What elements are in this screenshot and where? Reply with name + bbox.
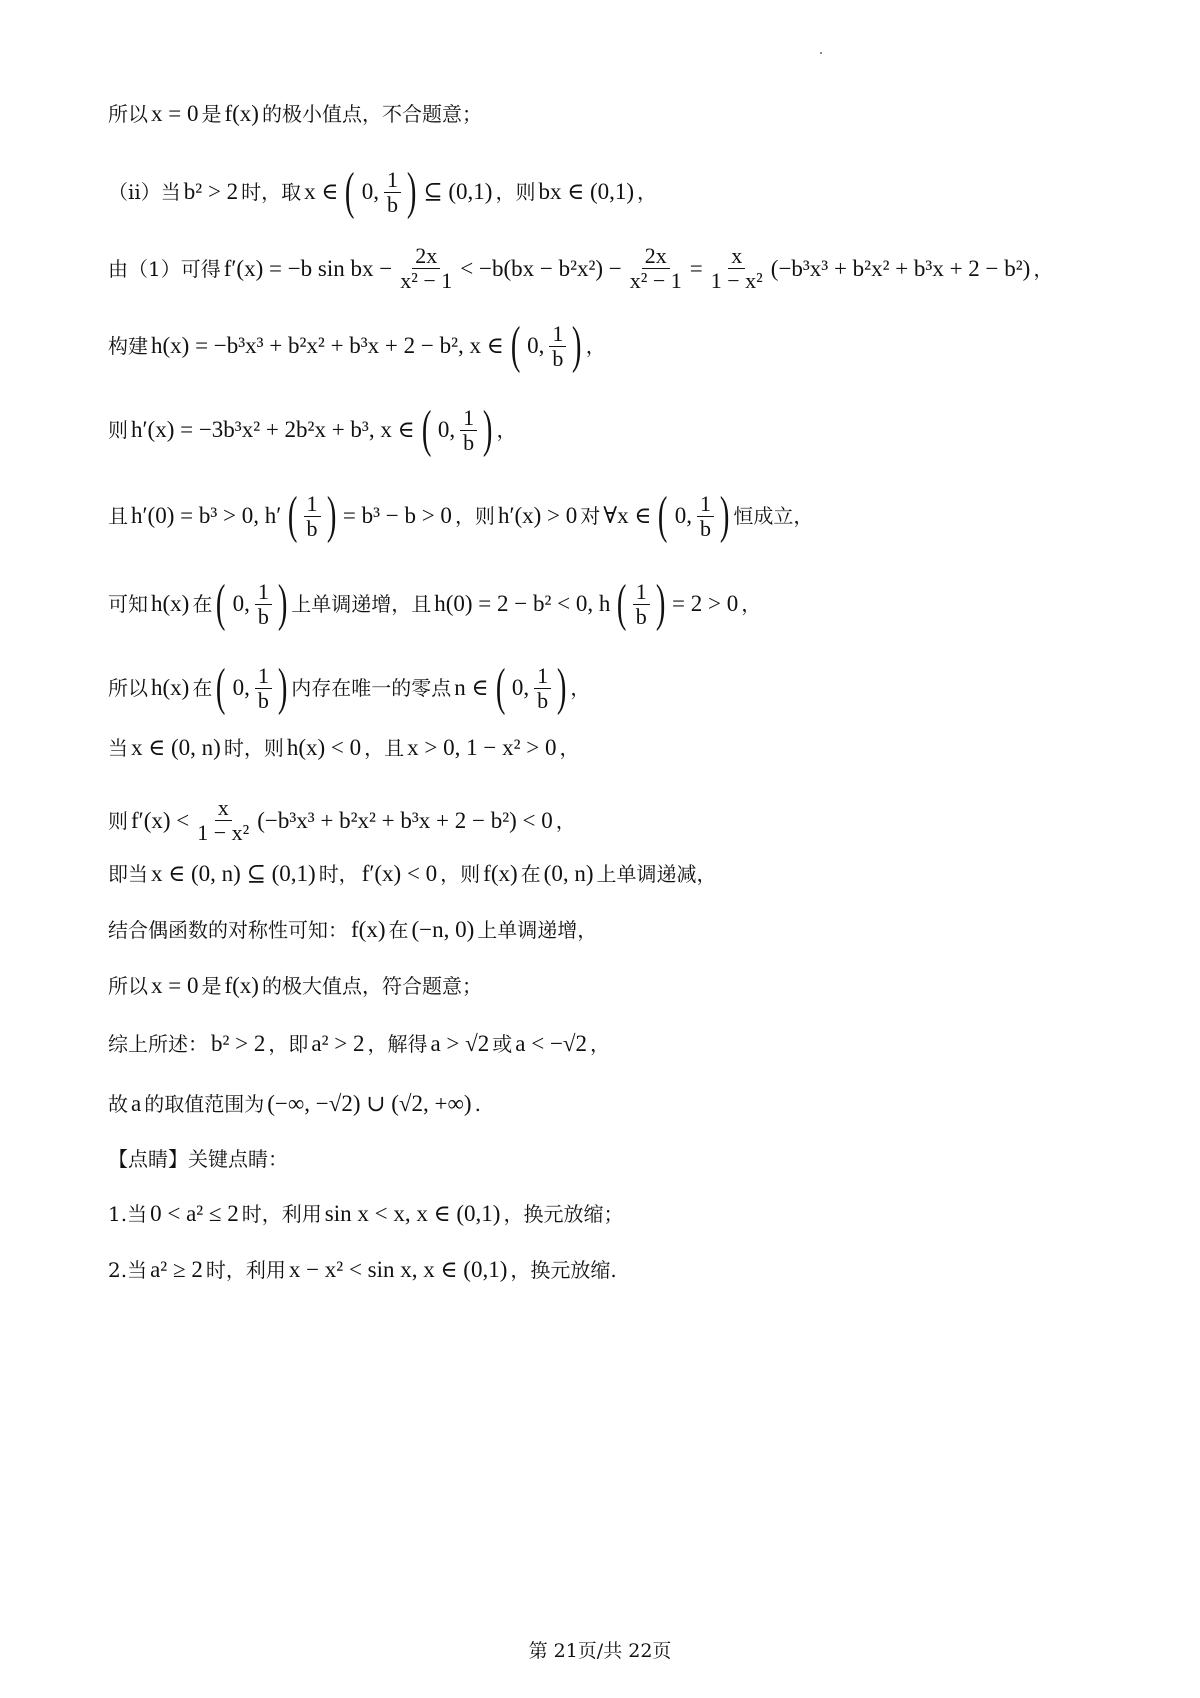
math: x ∈: [304, 179, 339, 204]
numerator: 1: [633, 580, 650, 605]
math: x ∈ (0, n) ⊆ (0,1): [151, 861, 316, 886]
denominator: b: [537, 687, 549, 713]
text: 2.当: [108, 1258, 148, 1282]
left-paren: (: [345, 163, 355, 220]
text: 即当: [108, 862, 148, 886]
text: 上单调递增，且: [291, 592, 432, 616]
numerator: 1: [460, 406, 477, 431]
math: ⊆ (0,1): [423, 179, 493, 204]
numerator: 1: [697, 492, 714, 517]
text: 可知: [108, 592, 148, 616]
text: 在: [192, 676, 213, 700]
text: 对: [580, 504, 601, 528]
text: ，: [637, 180, 658, 204]
text: 综上所述：: [108, 1032, 208, 1056]
left-paren: (: [617, 575, 627, 632]
numerator: 2x: [642, 244, 670, 269]
text-line-8: [108, 659, 591, 716]
fraction: [255, 664, 272, 713]
numerator: x: [728, 244, 745, 269]
math: 0,: [674, 503, 692, 528]
left-paren: (: [288, 487, 298, 544]
math: h(x) < 0: [286, 735, 362, 760]
left-paren: (: [216, 659, 226, 716]
left-paren: (: [510, 317, 521, 374]
left-paren: (: [658, 487, 668, 544]
text-line-5: [108, 401, 517, 458]
numerator: 1: [534, 664, 551, 689]
math: f(x): [224, 973, 259, 998]
math: h(x): [151, 591, 190, 616]
text: 时，: [318, 862, 359, 886]
math: x ∈ (0, n): [131, 735, 221, 760]
text-line-6: [108, 487, 814, 544]
text: ，: [585, 334, 606, 358]
text-line-1: [108, 100, 482, 128]
numerator: 1: [549, 322, 566, 347]
math: (−∞, −√2) ∪ (√2, +∞): [267, 1091, 472, 1116]
denominator: x² − 1: [629, 268, 682, 293]
math: f′(x) < 0: [361, 861, 438, 886]
text: ，解得: [367, 1032, 428, 1056]
text: 时，利用: [241, 1202, 322, 1226]
text: 内存在唯一的零点: [291, 676, 452, 700]
fraction: [304, 492, 321, 541]
text: ，换元放缩.: [510, 1258, 617, 1282]
right-paren: ): [572, 317, 582, 374]
math: f′(x) <: [131, 807, 190, 833]
text-line-11: [108, 860, 716, 888]
fraction: [633, 580, 650, 629]
text-line-15: [108, 1090, 481, 1118]
fraction: [460, 406, 477, 455]
text: ，换元放缩；: [503, 1202, 624, 1226]
text: 是: [201, 974, 222, 998]
numerator: 1: [255, 664, 272, 689]
text: 的极小值点，不合题意；: [261, 102, 482, 126]
numerator: 1: [384, 168, 401, 193]
numerator: 1: [255, 580, 272, 605]
text: 恒成立，: [733, 504, 814, 528]
math: n ∈: [454, 675, 489, 700]
denominator: b: [306, 515, 318, 541]
text: 的极大值点，符合题意；: [261, 974, 482, 998]
right-paren: ): [483, 401, 493, 458]
left-paren: (: [421, 401, 432, 458]
text: ，则: [495, 180, 536, 204]
text: （ii）当: [108, 180, 181, 204]
text: ，: [590, 1032, 611, 1056]
math: f(x): [483, 861, 518, 886]
fraction: [549, 322, 566, 371]
math: f(x): [351, 917, 386, 942]
text-line-2: [108, 163, 658, 220]
math: sin x < x, x ∈ (0,1): [324, 1201, 501, 1226]
right-paren: ): [326, 487, 336, 544]
text: 上单调递减，: [596, 862, 717, 886]
denominator: b: [257, 687, 269, 713]
right-paren: ): [277, 575, 288, 632]
text: 故: [108, 1092, 128, 1116]
page-footer: 第 21页/共 22页: [528, 1640, 672, 1662]
text: 的取值范围为: [144, 1092, 265, 1116]
fraction: [384, 168, 401, 217]
denominator: b: [635, 603, 647, 629]
heading: 【点睛】关键点睛：: [108, 1147, 288, 1171]
math: b² > 2: [183, 179, 239, 204]
text: ，则: [454, 504, 495, 528]
text: 上单调递增，: [477, 918, 598, 942]
text: ，则: [440, 862, 481, 886]
math: x − x² < sin x, x ∈ (0,1): [288, 1257, 508, 1282]
math: =: [689, 255, 703, 281]
text-line-12: [108, 916, 597, 944]
math: f′(x) = −b sin bx −: [223, 255, 393, 281]
math: 0,: [232, 591, 250, 616]
fraction: [397, 244, 455, 293]
fraction: [194, 796, 252, 845]
math: 0,: [437, 417, 456, 442]
math: h(0) = 2 − b² < 0, h: [434, 591, 611, 616]
math: 0,: [511, 675, 530, 700]
math: ∀x ∈: [603, 503, 652, 528]
fraction: [697, 492, 714, 541]
math: a > √2: [430, 1031, 490, 1056]
text: 或: [492, 1032, 513, 1056]
text: 时，取: [241, 180, 302, 204]
right-paren: ): [655, 575, 666, 632]
math: 0,: [527, 333, 545, 358]
denominator: b: [552, 345, 564, 371]
text: 则: [108, 808, 128, 833]
fraction: [627, 244, 685, 293]
denominator: b: [257, 603, 269, 629]
math: < −b(bx − b²x²) −: [460, 255, 622, 281]
text: ，: [496, 418, 517, 442]
math: a < −√2: [515, 1031, 588, 1056]
math: f(x): [224, 101, 259, 126]
text: ，: [1033, 256, 1054, 281]
text: 在: [388, 918, 409, 942]
left-paren: (: [216, 575, 226, 632]
right-paren: ): [406, 163, 417, 220]
right-paren: ): [556, 659, 567, 716]
text: 在: [192, 592, 213, 616]
denominator: x² − 1: [400, 268, 453, 293]
text: ，即: [268, 1032, 309, 1056]
math: 0,: [361, 179, 380, 204]
text: 结合偶函数的对称性可知：: [108, 918, 348, 942]
text-line-7: [108, 575, 762, 632]
text-line-3: [108, 244, 1053, 293]
text-line-14: [108, 1030, 610, 1058]
text: 时，利用: [205, 1258, 286, 1282]
text: ，且: [364, 736, 405, 760]
scan-speck: [820, 52, 822, 54]
left-paren: (: [495, 659, 505, 716]
text-line-13: [108, 972, 482, 1000]
math: h(x) = −b³x³ + b²x² + b³x + 2 − b², x ∈: [151, 333, 504, 358]
denominator: 1 − x²: [710, 268, 763, 293]
denominator: 1 − x²: [197, 820, 250, 845]
math: x = 0: [151, 101, 199, 126]
right-paren: ): [719, 487, 730, 544]
text: .: [474, 1092, 481, 1116]
denominator: b: [463, 429, 475, 455]
math: (−n, 0): [411, 917, 475, 942]
math: a² > 2: [311, 1031, 365, 1056]
text-line-4: [108, 317, 606, 374]
denominator: b: [700, 515, 711, 541]
fraction: [255, 580, 272, 629]
math: = b³ − b > 0: [342, 503, 452, 528]
math: x = 0: [151, 973, 199, 998]
text: ，: [570, 676, 591, 700]
text-line-9: [108, 734, 579, 762]
text: 所以: [108, 974, 148, 998]
math: x > 0, 1 − x² > 0: [407, 735, 557, 760]
text: ，: [555, 808, 576, 833]
denominator: b: [387, 191, 399, 217]
math: 0,: [232, 675, 250, 700]
text-line-10: [108, 796, 576, 845]
fraction: [708, 244, 766, 293]
math: 0 < a² ≤ 2: [150, 1201, 239, 1226]
text: 所以: [108, 102, 148, 126]
text: 则: [108, 418, 128, 442]
math: a: [131, 1091, 142, 1116]
text-line-18: [108, 1256, 617, 1284]
text: 当: [108, 736, 128, 760]
numerator: 2x: [412, 244, 440, 269]
text: 由（1）可得: [108, 256, 221, 281]
text: 且: [108, 504, 128, 528]
fraction: [534, 664, 551, 713]
text: 时，则: [223, 736, 284, 760]
text-line-17: [108, 1200, 623, 1228]
right-paren: ): [277, 659, 288, 716]
math: bx ∈ (0,1): [538, 179, 635, 204]
math: b² > 2: [211, 1031, 266, 1056]
text: 在: [520, 862, 541, 886]
text: 所以: [108, 676, 148, 700]
math: (−b³x³ + b²x² + b³x + 2 − b²) < 0: [257, 807, 553, 833]
text: 1.当: [108, 1202, 148, 1226]
text: 构建: [108, 334, 148, 358]
text: 是: [201, 102, 222, 126]
numerator: x: [215, 796, 232, 821]
text: ，: [741, 592, 762, 616]
text-line-16: [108, 1145, 288, 1173]
math: a² ≥ 2: [150, 1257, 203, 1282]
math: h′(0) = b³ > 0, h′: [131, 503, 282, 528]
math: (−b³x³ + b²x² + b³x + 2 − b²): [770, 255, 1031, 281]
text: ，: [559, 736, 580, 760]
math: (0, n): [543, 861, 594, 886]
numerator: 1: [304, 492, 321, 517]
math: = 2 > 0: [672, 591, 739, 616]
math: h′(x) > 0: [497, 503, 578, 528]
math: h′(x) = −3b³x² + 2b²x + b³, x ∈: [131, 417, 415, 442]
math: h(x): [151, 675, 190, 700]
